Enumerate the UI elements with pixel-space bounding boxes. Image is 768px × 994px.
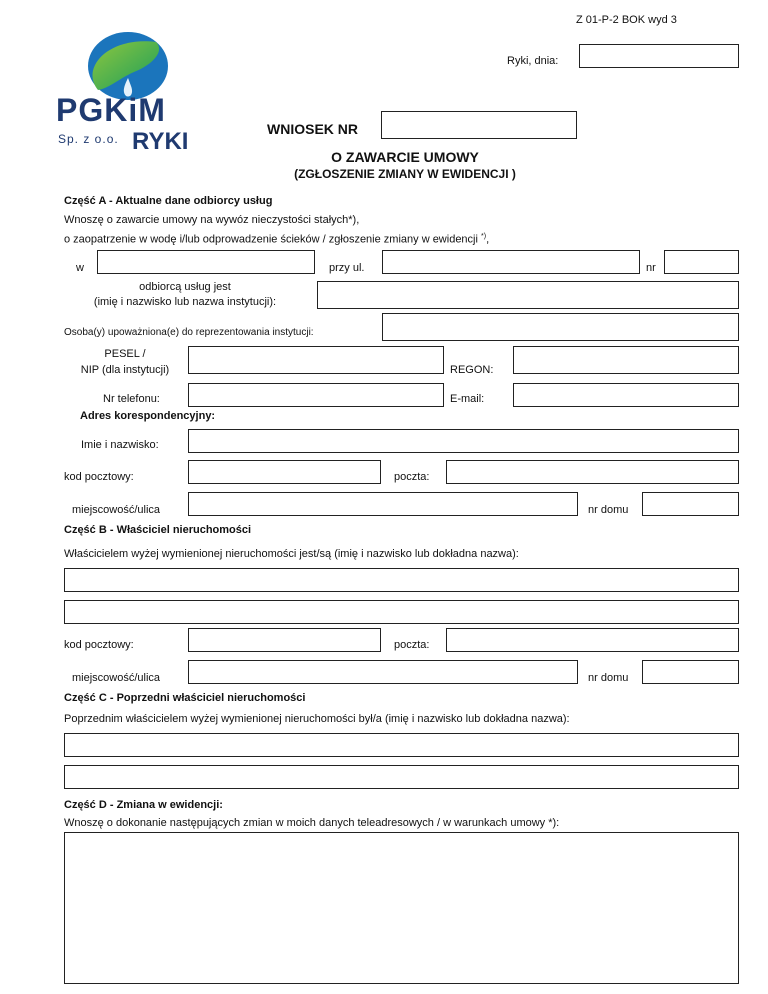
correspondence-house-field[interactable] [642,492,739,516]
correspondence-name-label: Imie i nazwisko: [81,439,159,451]
regon-field[interactable] [513,346,739,374]
owner-postal-field[interactable] [188,628,381,652]
authorized-label: Osoba(y) upoważniona(e) do reprezentowania instytucji: [64,327,314,338]
correspondence-house-label: nr domu [588,504,629,516]
location-field[interactable] [97,250,315,274]
correspondence-city-field[interactable] [188,492,578,516]
authorized-field[interactable] [382,313,739,341]
request-number-field[interactable] [381,111,577,139]
street-label: przy ul. [329,262,365,274]
part-d-heading: Część D - Zmiana w ewidencji: [64,799,223,811]
recipient-label-line2: (imię i nazwisko lub nazwa instytucji): [93,296,277,308]
owner-city-field[interactable] [188,660,578,684]
previous-owner-field-1[interactable] [64,733,739,757]
phone-label: Nr telefonu: [103,393,160,405]
logo-sub1: Sp. z o.o. [58,132,119,146]
logo-sub2: RYKI [132,128,189,155]
recipient-label-line1: odbiorcą usług jest [139,281,231,293]
owner-house-field[interactable] [642,660,739,684]
owner-name-field-1[interactable] [64,568,739,592]
owner-house-label: nr domu [588,672,629,684]
part-b-heading: Część B - Właściciel nieruchomości [64,524,252,536]
pesel-field[interactable] [188,346,444,374]
part-d-intro: Wnoszę o dokonanie następujących zmian w moich danych teleadresowych / w warunkach umowy *): [64,817,560,829]
previous-owner-field-2[interactable] [64,765,739,789]
owner-post-label: poczta: [394,639,430,651]
phone-field[interactable] [188,383,444,407]
email-label: E-mail: [450,393,485,405]
request-number-label: WNIOSEK NR [267,121,358,137]
part-c-intro: Poprzednim właścicielem wyżej wymienionej nieruchomości był/a (imię i nazwisko lub dokładna nazwa): [64,713,570,725]
location-label: w [76,262,84,274]
part-a-heading: Część A - Aktualne dane odbiorcy usług [64,195,273,207]
changes-textarea[interactable] [64,832,739,984]
title-main: O ZAWARCIE UMOWY [331,149,479,165]
number-field[interactable] [664,250,739,274]
part-a-intro-line2: o zaopatrzenie w wodę i/lub odprowadzenie ścieków / zgłoszenie zmiany w ewidencji *), [64,233,490,246]
owner-city-label: miejscowość/ulica [72,672,161,684]
owner-postal-label: kod pocztowy: [64,639,134,651]
street-field[interactable] [382,250,640,274]
correspondence-postal-label: kod pocztowy: [64,471,134,483]
pesel-label-line2: NIP (dla instytucji) [80,364,170,376]
correspondence-heading: Adres korespondencyjny: [80,410,216,422]
correspondence-postal-field[interactable] [188,460,381,484]
correspondence-post-label: poczta: [394,471,430,483]
correspondence-city-label: miejscowość/ulica [72,504,161,516]
regon-label: REGON: [450,364,494,376]
owner-post-field[interactable] [446,628,739,652]
date-field[interactable] [579,44,739,68]
pesel-label-line1: PESEL / [104,348,146,360]
part-b-intro: Właścicielem wyżej wymienionej nieruchomości jest/są (imię i nazwisko lub dokładna nazwa): [64,548,519,560]
part-c-heading: Część C - Poprzedni właściciel nieruchomości [64,692,306,704]
document-code: Z 01-P-2 BOK wyd 3 [576,14,677,26]
company-logo [58,28,208,158]
correspondence-post-field[interactable] [446,460,739,484]
owner-name-field-2[interactable] [64,600,739,624]
recipient-field[interactable] [317,281,739,309]
part-a-intro-line1: Wnoszę o zawarcie umowy na wywóz nieczystości stałych*), [64,214,360,226]
correspondence-name-field[interactable] [188,429,739,453]
logo-name: PGKiM [56,92,166,128]
title-sub: (ZGŁOSZENIE ZMIANY W EWIDENCJI ) [294,167,516,181]
number-label: nr [646,262,656,274]
date-label: Ryki, dnia: [507,55,559,67]
email-field[interactable] [513,383,739,407]
